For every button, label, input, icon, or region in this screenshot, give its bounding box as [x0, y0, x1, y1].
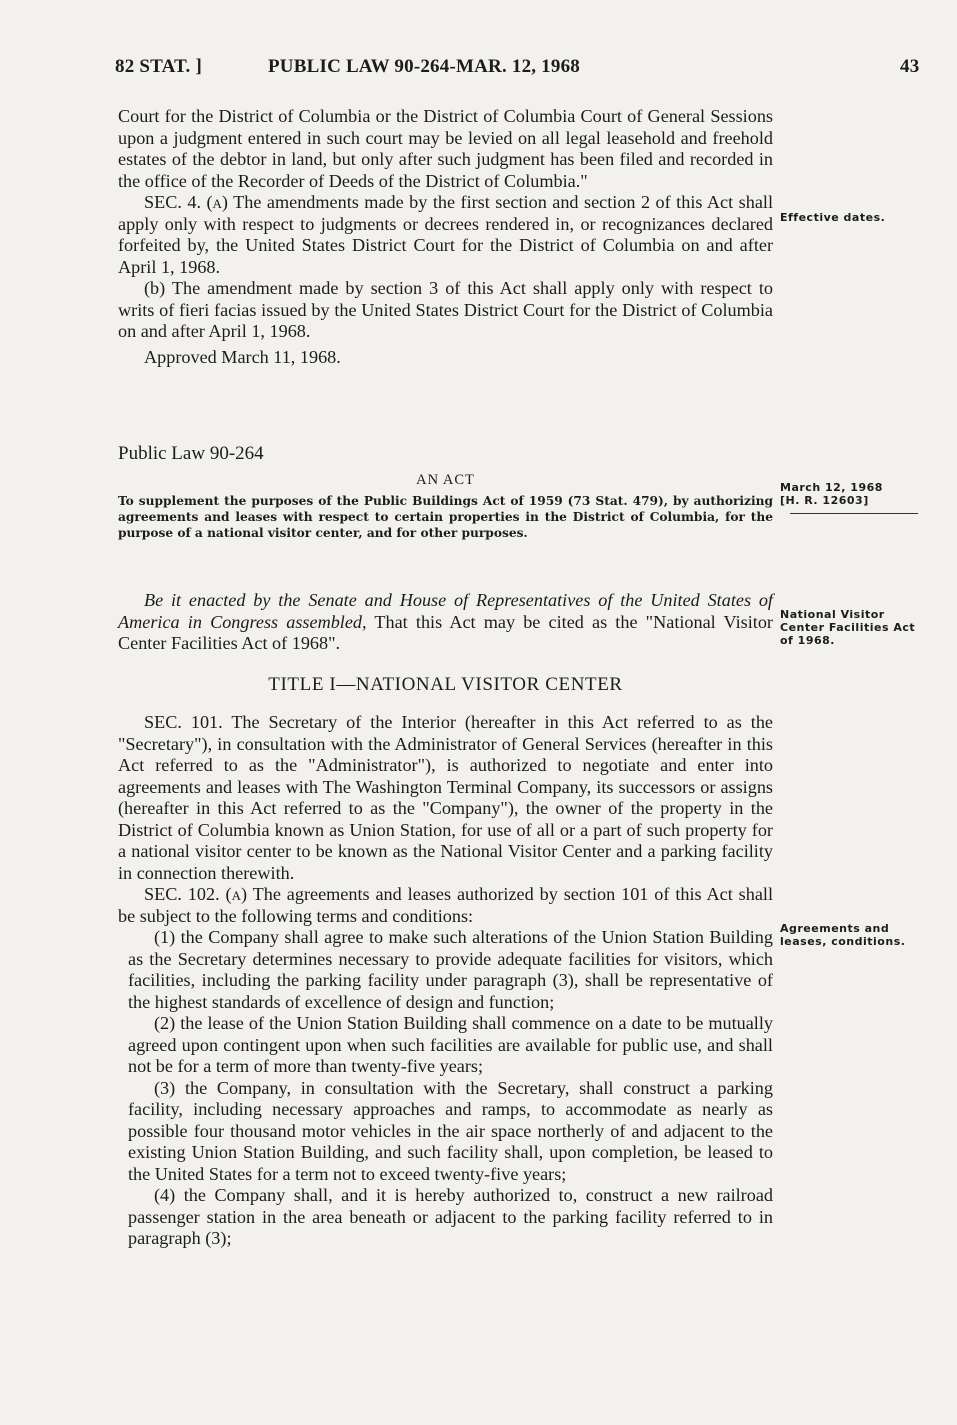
section-101-text: The Secretary of the Interior (hereafter in this Act referred to as the "Secretary"), in consultation with the Administrator of General Services (hereafter in this Act referred to as the "Administrator"), is authorized to negotiate and enter into agreements and leases with The Washington Terminal Company, its successors or assigns (hereafter in this Act referred to as the "Company"), the owner of the property in the District of Columbia known as Union Station, for use of all or a part of such property for a national visitor center to be known as the National Visitor Center and a parking facility in connection therewith.	[118, 712, 773, 883]
margin-note-effective: Effective dates.	[780, 211, 886, 224]
condition-2: (2) the lease of the Union Station Building shall commence on a date to be mutually agreed upon contingent upon when such facilities are available for public use, and shall not be for a term of more than twenty-five years;	[128, 1013, 773, 1076]
enactment-date: March 12, 1968	[780, 481, 883, 494]
section-101-label: SEC. 101.	[144, 712, 223, 732]
public-law-title: Public Law 90-264	[118, 443, 264, 464]
section-102a	[118, 884, 773, 927]
margin-note-agreements: Agreements and leases, conditions.	[780, 922, 906, 948]
enacting-clause-italic: Be it enacted by the Senate and House of Representatives of the United States of America in Congress assembled,	[118, 590, 773, 632]
condition-4: (4) the Company shall, and it is hereby authorized to, construct a new railroad passenger station in the area beneath or adjacent to the parking facility referred to in paragraph (3);	[128, 1185, 773, 1248]
an-act-heading: AN ACT	[416, 472, 475, 488]
short-title-text: That this Act may be cited as the "National Visitor Center Facilities Act of 1968".	[118, 611, 773, 653]
approved-line: Approved March 11, 1968.	[144, 346, 341, 367]
section-4a-label: SEC. 4. (a)	[144, 192, 228, 212]
condition-3: (3) the Company, in consultation with the Secretary, shall construct a parking facility, including necessary approaches and ramps, to accommodate as nearly as possible four thousand motor vehicles in the air space northerly of and adjacent to the existing Union Station Building, and such facility shall, upon completion, be leased to the United States for a term not to exceed twenty-five years;	[128, 1077, 773, 1184]
section-4b: (b) The amendment made by section 3 of this Act shall apply only with respect to writs of fieri facias issued by the United States District Court for the District of Columbia on and after April 1, 1968.	[118, 278, 773, 341]
margin-note-short-title: National Visitor Center Facilities Act of 1968.	[780, 608, 916, 647]
section-4-block	[118, 106, 773, 368]
bill-number: [H. R. 12603]	[780, 494, 869, 507]
continuation-paragraph: Court for the District of Columbia or the District of Columbia Court of General Sessions upon a judgment entered in such court may be levied on all legal leasehold and freehold estates of the debtor in land, but only after such judgment has been filed and recorded in the office of the Recorder of Deeds of the District of Columbia."	[118, 106, 773, 191]
sections-101-102	[118, 712, 773, 1250]
margin-note-date	[780, 481, 930, 507]
section-102a-label: SEC. 102. (a)	[144, 884, 248, 904]
section-101	[118, 712, 773, 884]
section-4a	[118, 192, 773, 278]
title-i-heading: TITLE I—NATIONAL VISITOR CENTER	[268, 674, 623, 695]
section-4a-text: The amendments made by the first section and section 2 of this Act shall apply only with respect to judgments or decrees rendered in, or recognizances declared forfeited by, the United States District Court for the District of Columbia on and after April 1, 1968.	[118, 192, 774, 277]
margin-rule	[790, 513, 918, 514]
section-102a-text: The agreements and leases authorized by section 101 of this Act shall be subject to the following terms and conditions:	[118, 884, 774, 926]
purpose-text: To supplement the purposes of the Public Buildings Act of 1959 (73 Stat. 479), by authorizing agreements and leases with respect to certain properties in the District of Columbia, for the purpose of a national visitor center, and for other purposes.	[118, 494, 773, 540]
statute-volume: 82 STAT. ]	[115, 56, 202, 77]
enacting-clause	[118, 590, 773, 655]
page-number: 43	[900, 56, 920, 77]
running-head: PUBLIC LAW 90-264-MAR. 12, 1968	[268, 56, 580, 77]
condition-1: (1) the Company shall agree to make such alterations of the Union Station Building as the Secretary determines necessary to provide adequate facilities for visitors, which facilities, including the parking facility under paragraph (3), shall be representative of the highest standards of excellence of design and function;	[128, 927, 773, 1012]
